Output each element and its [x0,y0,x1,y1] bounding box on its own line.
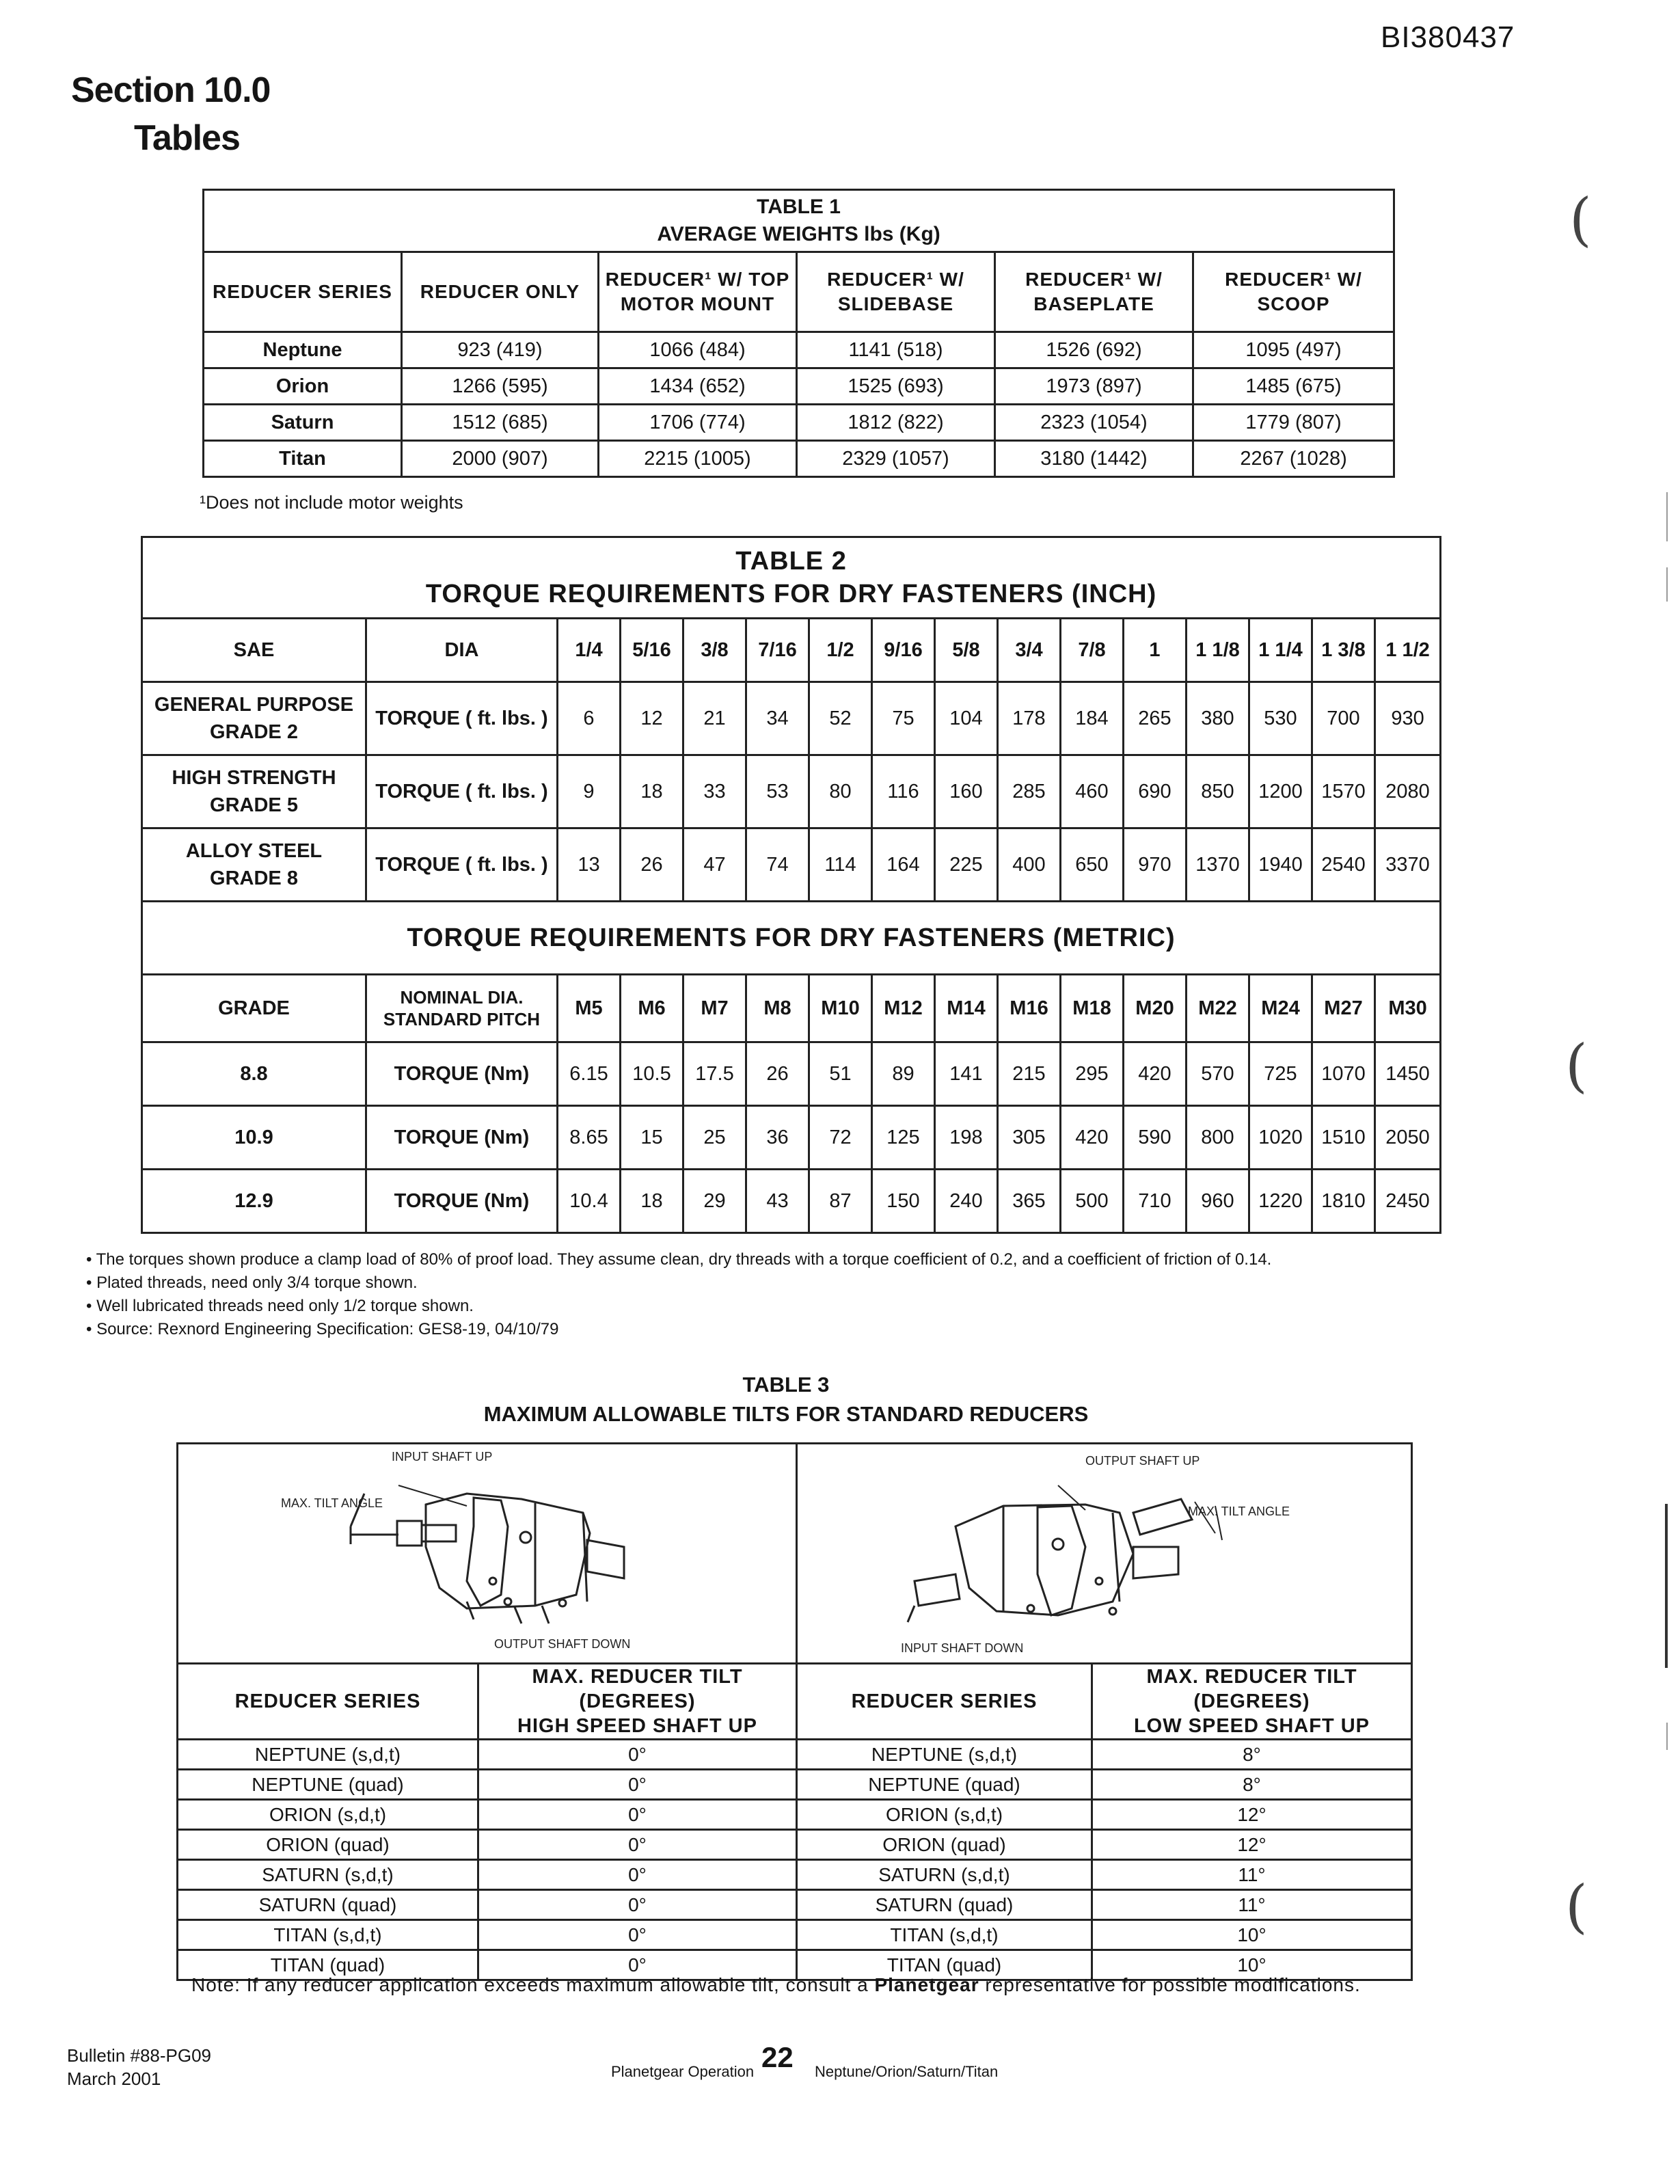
torque-value-cell: 8.65 [558,1106,621,1170]
torque-value-cell: 25 [683,1106,746,1170]
table-row [204,332,1394,368]
table1-header-cell: REDUCER¹ W/ SCOOP [1193,252,1394,332]
weight-cell: 1973 (897) [995,368,1193,405]
torque-value-cell: 51 [809,1042,872,1106]
torque-value-cell: 72 [809,1106,872,1170]
left-series-cell: ORION (s,d,t) [178,1800,478,1830]
table3-header-row [178,1664,1412,1740]
torque-value-cell: 114 [809,828,872,902]
note-source: • Source: Rexnord Engineering Specification: GES8-19, 04/10/79 [86,1320,559,1338]
table1-header-cell: REDUCER SERIES [204,252,402,332]
table3-caption [410,1370,1162,1429]
right-series-cell: TITAN (quad) [797,1950,1092,1980]
torque-value-cell: 380 [1187,682,1249,755]
torque-value-cell: 1940 [1249,828,1312,902]
torque-value-cell: 33 [683,755,746,828]
grade-line1: HIGH STRENGTH [172,767,336,789]
right-series-cell: SATURN (quad) [797,1890,1092,1920]
torque-value-cell: 6.15 [558,1042,621,1106]
weight-cell: 1512 (685) [402,405,599,441]
weight-cell: 1066 (484) [599,332,797,368]
torque-value-cell: 420 [1061,1106,1124,1170]
grade-line1: ALLOY STEEL [185,840,323,862]
torque-label-cell: TORQUE ( ft. lbs. ) [366,828,558,902]
note-brand: Planetgear [874,1974,979,1995]
input-shaft-down-label: INPUT SHAFT DOWN [900,1641,1023,1655]
inch-size-header: 1/4 [558,619,621,682]
right-tilt-header-line2: LOW SPEED SHAFT UP [1133,1715,1370,1737]
inch-size-header: 1 1/8 [1187,619,1249,682]
inch-size-header: 7/8 [1061,619,1124,682]
torque-value-cell: 80 [809,755,872,828]
weight-cell: 1141 (518) [797,332,995,368]
inch-size-header: 1 1/4 [1249,619,1312,682]
metric-header-row [142,975,1441,1042]
torque-value-cell: 2450 [1375,1170,1441,1233]
left-series-cell: NEPTUNE (quad) [178,1770,478,1800]
table2-subtitle: TORQUE REQUIREMENTS FOR DRY FASTENERS (INCH) [425,580,1157,608]
right-tilt-cell: 8° [1092,1770,1412,1800]
note-suffix: representative for possible modifications. [979,1974,1361,1995]
torque-value-cell: 1200 [1249,755,1312,828]
table-row [178,1860,1412,1890]
metric-size-header: M20 [1124,975,1187,1042]
left-tilt-cell: 0° [478,1770,797,1800]
diagram-low-speed-shaft-up [797,1444,1412,1664]
torque-value-cell: 530 [1249,682,1312,755]
weight-cell: 1526 (692) [995,332,1193,368]
right-series-cell: NEPTUNE (s,d,t) [797,1740,1092,1770]
torque-value-cell: 160 [935,755,998,828]
left-tilt-cell: 0° [478,1950,797,1980]
table-row [142,682,1441,755]
right-series-cell: ORION (s,d,t) [797,1800,1092,1830]
table1-average-weights [202,189,1395,478]
torque-value-cell: 47 [683,828,746,902]
footer-product-line: Neptune/Orion/Saturn/Titan [815,2063,999,2080]
right-series-cell: SATURN (s,d,t) [797,1860,1092,1890]
weight-cell: 2215 (1005) [599,441,797,477]
torque-value-cell: 1220 [1249,1170,1312,1233]
note-plated-threads: • Plated threads, need only 3/4 torque shown. [86,1273,418,1292]
nominal-dia-line2: STANDARD PITCH [383,1009,541,1029]
table-row [142,1042,1441,1106]
right-tilt-header [1092,1664,1412,1740]
document-id: BI380437 [1381,21,1515,54]
table1-header-cell: REDUCER¹ W/ BASEPLATE [995,252,1193,332]
left-series-cell: TITAN (s,d,t) [178,1920,478,1950]
torque-value-cell: 2080 [1375,755,1441,828]
torque-value-cell: 725 [1249,1042,1312,1106]
table2-torque-requirements [141,536,1441,1234]
torque-value-cell: 74 [746,828,809,902]
margin-mark-3: ( [1565,1873,1588,1940]
weight-cell: 1266 (595) [402,368,599,405]
table1-header-cell: REDUCER ONLY [402,252,599,332]
inch-size-header: 5/16 [621,619,683,682]
torque-value-cell: 116 [872,755,935,828]
grade-line2: GRADE 5 [210,794,298,816]
weight-cell: 2323 (1054) [995,405,1193,441]
table1-title: TABLE 1 [757,196,841,218]
table-row [142,828,1441,902]
torque-value-cell: 26 [746,1042,809,1106]
right-tilt-cell: 12° [1092,1800,1412,1830]
torque-label-cell: TORQUE ( ft. lbs. ) [366,755,558,828]
table2-title: TABLE 2 [735,547,847,576]
reducer-series-cell: Titan [204,441,402,477]
dia-header: DIA [366,619,558,682]
grade-line1: GENERAL PURPOSE [154,694,354,716]
right-series-cell: TITAN (s,d,t) [797,1920,1092,1950]
table-row [204,405,1394,441]
table1-body [204,332,1394,477]
right-series-cell: NEPTUNE (quad) [797,1770,1092,1800]
sae-header: SAE [142,619,366,682]
torque-value-cell: 150 [872,1170,935,1233]
weight-cell: 923 (419) [402,332,599,368]
table-row [178,1920,1412,1950]
weight-cell: 3180 (1442) [995,441,1193,477]
note-clamp-load: • The torques shown produce a clamp load of 80% of proof load. They assume clean, dry threads with a torque coefficient of 0.2, and a coefficient of friction of 0.14. [86,1250,1272,1269]
weight-cell: 1812 (822) [797,405,995,441]
torque-value-cell: 930 [1375,682,1441,755]
torque-value-cell: 125 [872,1106,935,1170]
metric-size-header: M24 [1249,975,1312,1042]
torque-value-cell: 1810 [1312,1170,1375,1233]
metric-grade-cell: 12.9 [142,1170,366,1233]
table-row [142,1170,1441,1233]
torque-value-cell: 53 [746,755,809,828]
inch-size-header: 1 1/2 [1375,619,1441,682]
max-tilt-angle-label-left: MAX. TILT ANGLE [280,1496,383,1510]
torque-value-cell: 800 [1187,1106,1249,1170]
note-prefix: Note: If any reducer application exceeds maximum allowable tilt, consult a [191,1974,875,1995]
left-tilt-header-line1: MAX. REDUCER TILT (DEGREES) [532,1666,743,1712]
torque-value-cell: 178 [998,682,1061,755]
nominal-dia-header [366,975,558,1042]
table-row [178,1770,1412,1800]
weight-cell: 1095 (497) [1193,332,1394,368]
metric-size-header: M18 [1061,975,1124,1042]
left-tilt-header-line2: HIGH SPEED SHAFT UP [517,1715,757,1737]
table-row [204,368,1394,405]
metric-size-header: M6 [621,975,683,1042]
inch-size-header: 5/8 [935,619,998,682]
left-series-cell: ORION (quad) [178,1830,478,1860]
torque-value-cell: 570 [1187,1042,1249,1106]
left-tilt-cell: 0° [478,1860,797,1890]
metric-size-header: M27 [1312,975,1375,1042]
table1-header-cell: REDUCER¹ W/ SLIDEBASE [797,252,995,332]
torque-value-cell: 1510 [1312,1106,1375,1170]
reducer-tilt-diagram-right [798,1444,1411,1658]
right-tilt-cell: 8° [1092,1740,1412,1770]
page-number: 22 [761,2041,794,2073]
inch-size-header: 7/16 [746,619,809,682]
torque-value-cell: 18 [621,755,683,828]
torque-value-cell: 9 [558,755,621,828]
table2-caption [142,537,1441,619]
torque-value-cell: 26 [621,828,683,902]
right-tilt-cell: 10° [1092,1920,1412,1950]
weight-cell: 1525 (693) [797,368,995,405]
diagram-high-speed-shaft-up [178,1444,797,1664]
left-series-cell: SATURN (quad) [178,1890,478,1920]
torque-value-cell: 590 [1124,1106,1187,1170]
right-tilt-header-line1: MAX. REDUCER TILT (DEGREES) [1146,1666,1357,1712]
metric-caption-row [142,902,1441,975]
torque-value-cell: 970 [1124,828,1187,902]
inch-size-header: 9/16 [872,619,935,682]
right-series-header: REDUCER SERIES [797,1664,1092,1740]
table-row [142,755,1441,828]
left-series-header: REDUCER SERIES [178,1664,478,1740]
torque-value-cell: 6 [558,682,621,755]
table1-subtitle: AVERAGE WEIGHTS lbs (Kg) [657,223,940,245]
output-shaft-up-label: OUTPUT SHAFT UP [1085,1454,1200,1468]
metric-size-header: M14 [935,975,998,1042]
torque-value-cell: 10.5 [621,1042,683,1106]
table-row [178,1890,1412,1920]
right-tilt-cell: 11° [1092,1860,1412,1890]
table-row [178,1800,1412,1830]
torque-value-cell: 650 [1061,828,1124,902]
torque-value-cell: 12 [621,682,683,755]
reducer-drawing-left [351,1485,624,1623]
torque-value-cell: 3370 [1375,828,1441,902]
torque-label-cell: TORQUE (Nm) [366,1170,558,1233]
torque-value-cell: 420 [1124,1042,1187,1106]
table3-title: TABLE 3 [742,1373,830,1397]
left-tilt-cell: 0° [478,1890,797,1920]
torque-value-cell: 36 [746,1106,809,1170]
torque-value-cell: 960 [1187,1170,1249,1233]
weight-cell: 2267 (1028) [1193,441,1394,477]
torque-value-cell: 29 [683,1170,746,1233]
torque-value-cell: 1020 [1249,1106,1312,1170]
table3-max-tilts [176,1442,1413,1981]
scan-edge-line-3 [1665,1504,1668,1668]
torque-value-cell: 2050 [1375,1106,1441,1170]
table3-subtitle: MAXIMUM ALLOWABLE TILTS FOR STANDARD REDUCERS [483,1402,1089,1426]
torque-value-cell: 184 [1061,682,1124,755]
grade-cell [142,828,366,902]
torque-value-cell: 285 [998,755,1061,828]
torque-value-cell: 305 [998,1106,1061,1170]
footer-bulletin [67,2044,211,2090]
left-tilt-header [478,1664,797,1740]
output-shaft-down-label: OUTPUT SHAFT DOWN [493,1637,630,1651]
reducer-drawing-right [908,1485,1222,1622]
metric-size-header: M30 [1375,975,1441,1042]
torque-value-cell: 10.4 [558,1170,621,1233]
left-series-cell: SATURN (s,d,t) [178,1860,478,1890]
reducer-series-cell: Neptune [204,332,402,368]
margin-mark-1: ( [1569,186,1592,253]
torque-value-cell: 365 [998,1170,1061,1233]
metric-size-header: M22 [1187,975,1249,1042]
bulletin-date: March 2001 [67,2068,161,2089]
table1-header-row [204,252,1394,332]
torque-value-cell: 18 [621,1170,683,1233]
torque-value-cell: 89 [872,1042,935,1106]
metric-size-header: M7 [683,975,746,1042]
torque-value-cell: 164 [872,828,935,902]
torque-value-cell: 1070 [1312,1042,1375,1106]
torque-value-cell: 34 [746,682,809,755]
torque-value-cell: 240 [935,1170,998,1233]
torque-value-cell: 13 [558,828,621,902]
torque-value-cell: 1370 [1187,828,1249,902]
torque-label-cell: TORQUE (Nm) [366,1106,558,1170]
right-tilt-cell: 10° [1092,1950,1412,1980]
table1-footnote: ¹Does not include motor weights [200,492,463,513]
margin-mark-2: ( [1565,1032,1588,1099]
torque-value-cell: 700 [1312,682,1375,755]
left-tilt-cell: 0° [478,1740,797,1770]
table1-header-cell: REDUCER¹ W/ TOP MOTOR MOUNT [599,252,797,332]
torque-value-cell: 104 [935,682,998,755]
torque-value-cell: 1570 [1312,755,1375,828]
inch-size-header: 3/8 [683,619,746,682]
inch-size-header: 3/4 [998,619,1061,682]
metric-size-header: M12 [872,975,935,1042]
torque-value-cell: 460 [1061,755,1124,828]
table-row [142,1106,1441,1170]
metric-size-header: M8 [746,975,809,1042]
torque-value-cell: 225 [935,828,998,902]
left-tilt-cell: 0° [478,1800,797,1830]
inch-size-header: 1 [1124,619,1187,682]
right-tilt-cell: 12° [1092,1830,1412,1860]
left-series-cell: TITAN (quad) [178,1950,478,1980]
inch-size-header: 1 3/8 [1312,619,1375,682]
torque-label-cell: TORQUE (Nm) [366,1042,558,1106]
scan-edge-line-4 [1666,1723,1668,1750]
right-series-cell: ORION (quad) [797,1830,1092,1860]
torque-value-cell: 1450 [1375,1042,1441,1106]
weight-cell: 1434 (652) [599,368,797,405]
right-tilt-cell: 11° [1092,1890,1412,1920]
torque-value-cell: 710 [1124,1170,1187,1233]
grade-line2: GRADE 8 [210,867,298,889]
metric-subtitle: TORQUE REQUIREMENTS FOR DRY FASTENERS (METRIC) [142,902,1441,975]
nominal-dia-line1: NOMINAL DIA. [400,987,524,1008]
torque-value-cell: 52 [809,682,872,755]
left-tilt-cell: 0° [478,1830,797,1860]
section-number: Section 10.0 [71,70,271,110]
max-tilt-angle-label-right: MAX. TILT ANGLE [1187,1505,1290,1518]
weight-cell: 2000 (907) [402,441,599,477]
table2-notes [86,1248,1271,1341]
inch-size-header: 1/2 [809,619,872,682]
torque-value-cell: 265 [1124,682,1187,755]
table2-inch-header-row [142,619,1441,682]
grade-line2: GRADE 2 [210,721,298,743]
scan-edge-line-1 [1666,492,1668,541]
torque-value-cell: 198 [935,1106,998,1170]
weight-cell: 1779 (807) [1193,405,1394,441]
note-lubricated-threads: • Well lubricated threads need only 1/2 torque shown. [86,1297,474,1315]
weight-cell: 1485 (675) [1193,368,1394,405]
grade-cell [142,682,366,755]
torque-value-cell: 215 [998,1042,1061,1106]
grade-header: GRADE [142,975,366,1042]
scan-edge-line-2 [1666,567,1668,602]
section-title: Tables [134,118,240,158]
grade-cell [142,755,366,828]
torque-value-cell: 850 [1187,755,1249,828]
bulletin-number: Bulletin #88-PG09 [67,2045,212,2066]
reducer-series-cell: Orion [204,368,402,405]
metric-size-header: M10 [809,975,872,1042]
weight-cell: 1706 (774) [599,405,797,441]
reducer-tilt-diagram-left [180,1444,795,1658]
metric-grade-cell: 10.9 [142,1106,366,1170]
reducer-series-cell: Saturn [204,405,402,441]
torque-value-cell: 15 [621,1106,683,1170]
torque-value-cell: 17.5 [683,1042,746,1106]
metric-grade-cell: 8.8 [142,1042,366,1106]
metric-size-header: M16 [998,975,1061,1042]
torque-value-cell: 75 [872,682,935,755]
weight-cell: 2329 (1057) [797,441,995,477]
left-tilt-cell: 0° [478,1920,797,1950]
table-row [178,1740,1412,1770]
table1-caption [204,190,1394,252]
footer-operation: Planetgear Operation [611,2063,755,2080]
torque-value-cell: 690 [1124,755,1187,828]
metric-size-header: M5 [558,975,621,1042]
table-row [204,441,1394,477]
torque-value-cell: 400 [998,828,1061,902]
torque-label-cell: TORQUE ( ft. lbs. ) [366,682,558,755]
torque-value-cell: 87 [809,1170,872,1233]
torque-value-cell: 500 [1061,1170,1124,1233]
torque-value-cell: 295 [1061,1042,1124,1106]
torque-value-cell: 21 [683,682,746,755]
table3-note [191,1974,1361,1996]
table-row [178,1830,1412,1860]
input-shaft-up-label: INPUT SHAFT UP [391,1450,492,1464]
torque-value-cell: 43 [746,1170,809,1233]
torque-value-cell: 141 [935,1042,998,1106]
left-series-cell: NEPTUNE (s,d,t) [178,1740,478,1770]
torque-value-cell: 2540 [1312,828,1375,902]
